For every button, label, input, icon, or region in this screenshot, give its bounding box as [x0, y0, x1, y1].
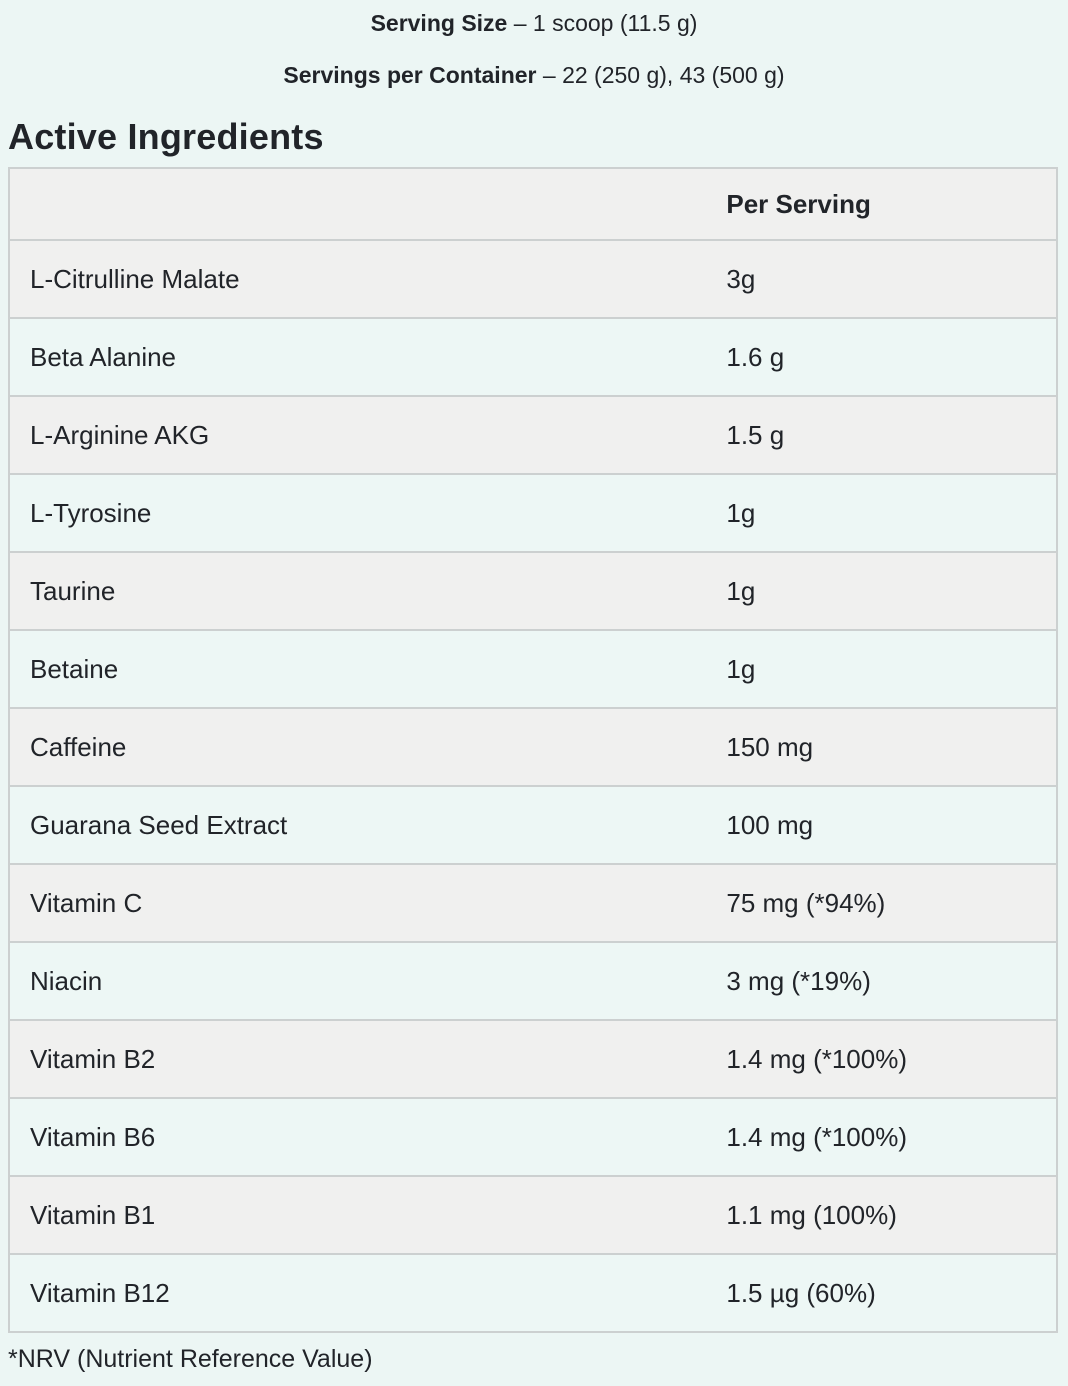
ingredient-name: Guarana Seed Extract: [9, 786, 726, 864]
per-serving-column-header: Per Serving: [726, 168, 1057, 240]
table-row: [9, 396, 1057, 474]
ingredient-name: L-Citrulline Malate: [9, 240, 726, 318]
table-row: [9, 1254, 1057, 1332]
table-row: [9, 1176, 1057, 1254]
servings-per-container-line: [0, 37, 1068, 89]
ingredient-name: Vitamin C: [9, 864, 726, 942]
ingredient-amount: 100 mg: [726, 786, 1057, 864]
ingredient-amount: 1g: [726, 552, 1057, 630]
ingredient-amount: 1.5 µg (60%): [726, 1254, 1057, 1332]
ingredient-name: L-Arginine AKG: [9, 396, 726, 474]
table-row: [9, 786, 1057, 864]
section-title: Active Ingredients: [8, 116, 324, 157]
ingredient-amount: 1.4 mg (*100%): [726, 1098, 1057, 1176]
servings-per-container-value: – 22 (250 g), 43 (500 g): [542, 62, 785, 88]
ingredient-name: Beta Alanine: [9, 318, 726, 396]
ingredient-name: Betaine: [9, 630, 726, 708]
ingredient-name: Vitamin B6: [9, 1098, 726, 1176]
serving-size-label: Serving Size: [370, 10, 508, 36]
table-row: [9, 552, 1057, 630]
ingredient-amount: 75 mg (*94%): [726, 864, 1057, 942]
ingredient-name: Vitamin B2: [9, 1020, 726, 1098]
serving-size-value: – 1 scoop (11.5 g): [513, 10, 698, 36]
ingredient-column-header: [9, 168, 726, 240]
ingredient-amount: 1.5 g: [726, 396, 1057, 474]
table-row: [9, 630, 1057, 708]
table-row: [9, 864, 1057, 942]
footnote: *NRV (Nutrient Reference Value): [8, 1345, 373, 1373]
ingredient-amount: 1g: [726, 630, 1057, 708]
ingredient-amount: 3 mg (*19%): [726, 942, 1057, 1020]
ingredient-name: Niacin: [9, 942, 726, 1020]
table-row: [9, 240, 1057, 318]
servings-per-container-label: Servings per Container: [283, 62, 537, 88]
ingredient-name: Caffeine: [9, 708, 726, 786]
table-header-row: [9, 168, 1057, 240]
ingredient-amount: 150 mg: [726, 708, 1057, 786]
ingredient-amount: 1.1 mg (100%): [726, 1176, 1057, 1254]
active-ingredients-table: [8, 167, 1058, 1333]
table-row: [9, 1020, 1057, 1098]
table-row: [9, 1098, 1057, 1176]
table-row: [9, 474, 1057, 552]
ingredient-name: Vitamin B12: [9, 1254, 726, 1332]
table-row: [9, 942, 1057, 1020]
ingredient-amount: 1.6 g: [726, 318, 1057, 396]
ingredient-amount: 1g: [726, 474, 1057, 552]
table-row: [9, 318, 1057, 396]
ingredient-name: Taurine: [9, 552, 726, 630]
ingredient-amount: 3g: [726, 240, 1057, 318]
ingredient-name: L-Tyrosine: [9, 474, 726, 552]
ingredient-amount: 1.4 mg (*100%): [726, 1020, 1057, 1098]
serving-size-line: [0, 0, 1068, 37]
table-row: [9, 708, 1057, 786]
ingredient-name: Vitamin B1: [9, 1176, 726, 1254]
serving-info: [0, 0, 1068, 89]
